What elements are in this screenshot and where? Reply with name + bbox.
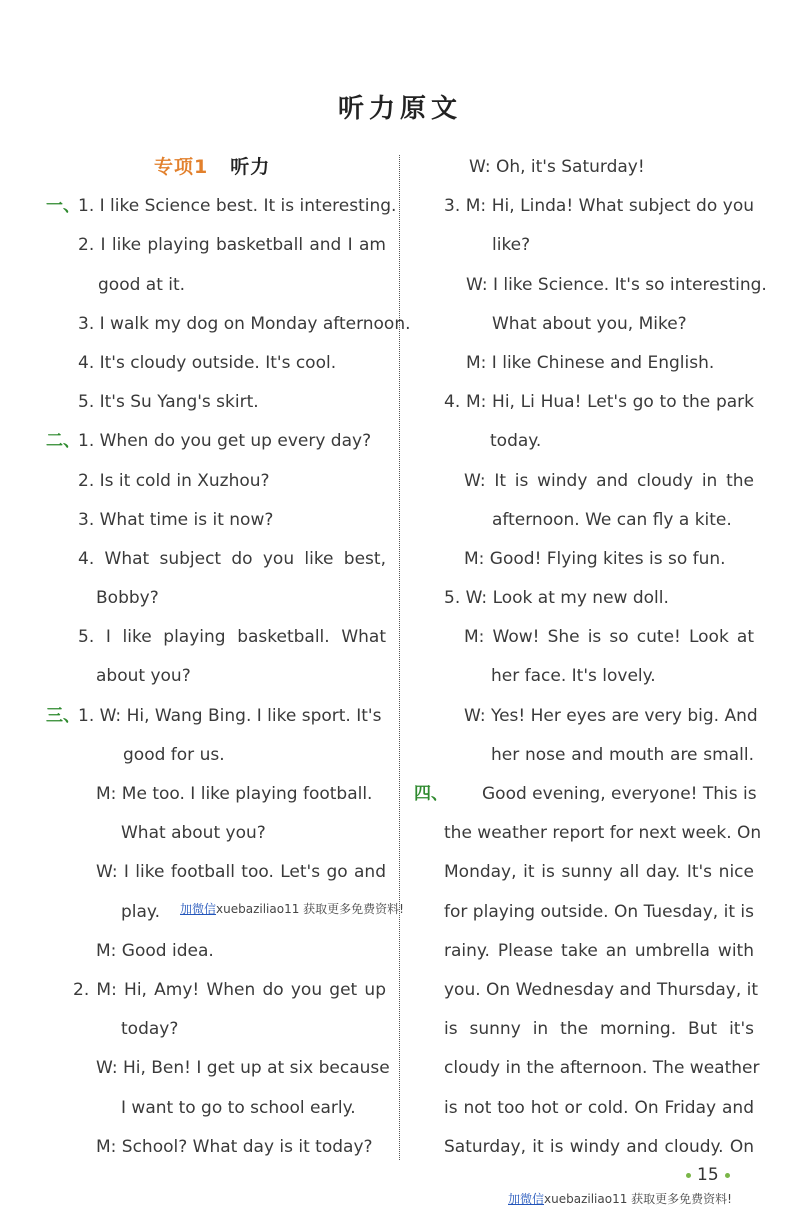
- left-column: [46, 148, 411, 1167]
- list-item: about you?: [96, 666, 191, 687]
- list-item: M: Good! Flying kites is so fun.: [464, 548, 726, 569]
- column-divider: [399, 155, 400, 1160]
- list-item: M: School? What day is it today?: [96, 1136, 373, 1157]
- list-item: 5. W: Look at my new doll.: [444, 588, 669, 609]
- list-item: 三、 1. W: Hi, Wang Bing. I like sport. It's: [46, 697, 386, 736]
- list-item: 2. M: Hi, Amy! When do you get up: [73, 979, 386, 1000]
- list-item: play.: [121, 901, 160, 922]
- list-item: M: Wow! She is so cute! Look at: [464, 627, 754, 648]
- list-item: M: I like Chinese and English.: [466, 352, 715, 373]
- list-item: rainy. Please take an umbrella with: [444, 940, 754, 961]
- list-item: I want to go to school early.: [121, 1097, 356, 1118]
- list-item: 二、 1. When do you get up every day?: [46, 422, 386, 461]
- list-item: Saturday, it is windy and cloudy. On: [444, 1136, 754, 1157]
- list-item: 3. What time is it now?: [78, 509, 274, 530]
- section-heading: [46, 148, 386, 187]
- list-item: W: It is windy and cloudy in the: [464, 470, 754, 491]
- list-item: afternoon. We can fly a kite.: [492, 509, 732, 530]
- list-item: today?: [121, 1019, 179, 1040]
- list-item: is not too hot or cold. On Friday and: [444, 1097, 754, 1118]
- page-title: 听力原文: [337, 94, 462, 124]
- section-label: 专项1: [154, 156, 209, 178]
- list-item: for playing outside. On Tuesday, it is: [444, 901, 754, 922]
- list-item: W: Yes! Her eyes are very big. And: [464, 705, 758, 726]
- part-marker: 三、: [46, 705, 80, 726]
- list-item: W: I like Science. It's so interesting.: [466, 274, 767, 295]
- part-marker: 四、: [414, 784, 448, 804]
- right-column: [414, 148, 767, 1167]
- list-item: 5. It's Su Yang's skirt.: [78, 392, 259, 413]
- list-item: like?: [492, 235, 531, 256]
- list-item: 3. M: Hi, Linda! What subject do you: [444, 196, 754, 217]
- list-item: cloudy in the afternoon. The weather: [444, 1058, 760, 1079]
- list-item: 5. I like playing basketball. What: [78, 627, 386, 648]
- list-item: 2. Is it cold in Xuzhou?: [78, 470, 270, 491]
- part-marker: 一、: [46, 196, 80, 217]
- list-item: good at it.: [98, 274, 186, 295]
- list-item: Monday, it is sunny all day. It's nice: [444, 862, 754, 883]
- list-item: 4. M: Hi, Li Hua! Let's go to the park: [444, 392, 754, 413]
- list-item: you. On Wednesday and Thursday, it: [444, 979, 759, 1000]
- list-item: good for us.: [123, 744, 225, 765]
- dot-icon: [686, 1173, 691, 1178]
- watermark-note: 加微信xuebaziliao11 获取更多免费资料!: [180, 902, 404, 916]
- list-item: What about you?: [121, 823, 266, 844]
- list-item: her face. It's lovely.: [491, 666, 656, 687]
- list-item: the weather report for next week. On: [444, 823, 762, 844]
- dot-icon: [725, 1173, 730, 1178]
- list-item: 一、 1. I like Science best. It is interesting.: [46, 187, 386, 226]
- list-item: What about you, Mike?: [492, 313, 687, 334]
- page-number: 15: [680, 1165, 736, 1185]
- list-item: 4. What subject do you like best,: [78, 548, 386, 569]
- list-item: W: Oh, it's Saturday!: [469, 157, 645, 177]
- section-name: 听力: [230, 156, 271, 178]
- list-item: her nose and mouth are small.: [491, 744, 754, 765]
- list-item: 2. I like playing basketball and I am: [78, 235, 386, 256]
- watermark-note: 加微信xuebaziliao11 获取更多免费资料!: [508, 1192, 732, 1206]
- list-item: 4. It's cloudy outside. It's cool.: [78, 352, 337, 373]
- list-item: today.: [490, 431, 542, 452]
- part-marker: 二、: [46, 431, 80, 452]
- list-item: Bobby?: [96, 588, 159, 609]
- watermark-link[interactable]: 加微信: [180, 902, 217, 916]
- list-item: is sunny in the morning. But it's: [444, 1019, 754, 1040]
- list-item: W: I like football too. Let's go and: [96, 862, 386, 883]
- list-item: W: Hi, Ben! I get up at six because: [96, 1058, 390, 1079]
- watermark-link[interactable]: 加微信: [508, 1192, 545, 1206]
- list-item: 四、 Good evening, everyone! This is: [414, 775, 754, 814]
- list-item: M: Good idea.: [96, 940, 214, 961]
- list-item: 3. I walk my dog on Monday afternoon.: [78, 313, 411, 334]
- list-item: M: Me too. I like playing football.: [96, 784, 373, 804]
